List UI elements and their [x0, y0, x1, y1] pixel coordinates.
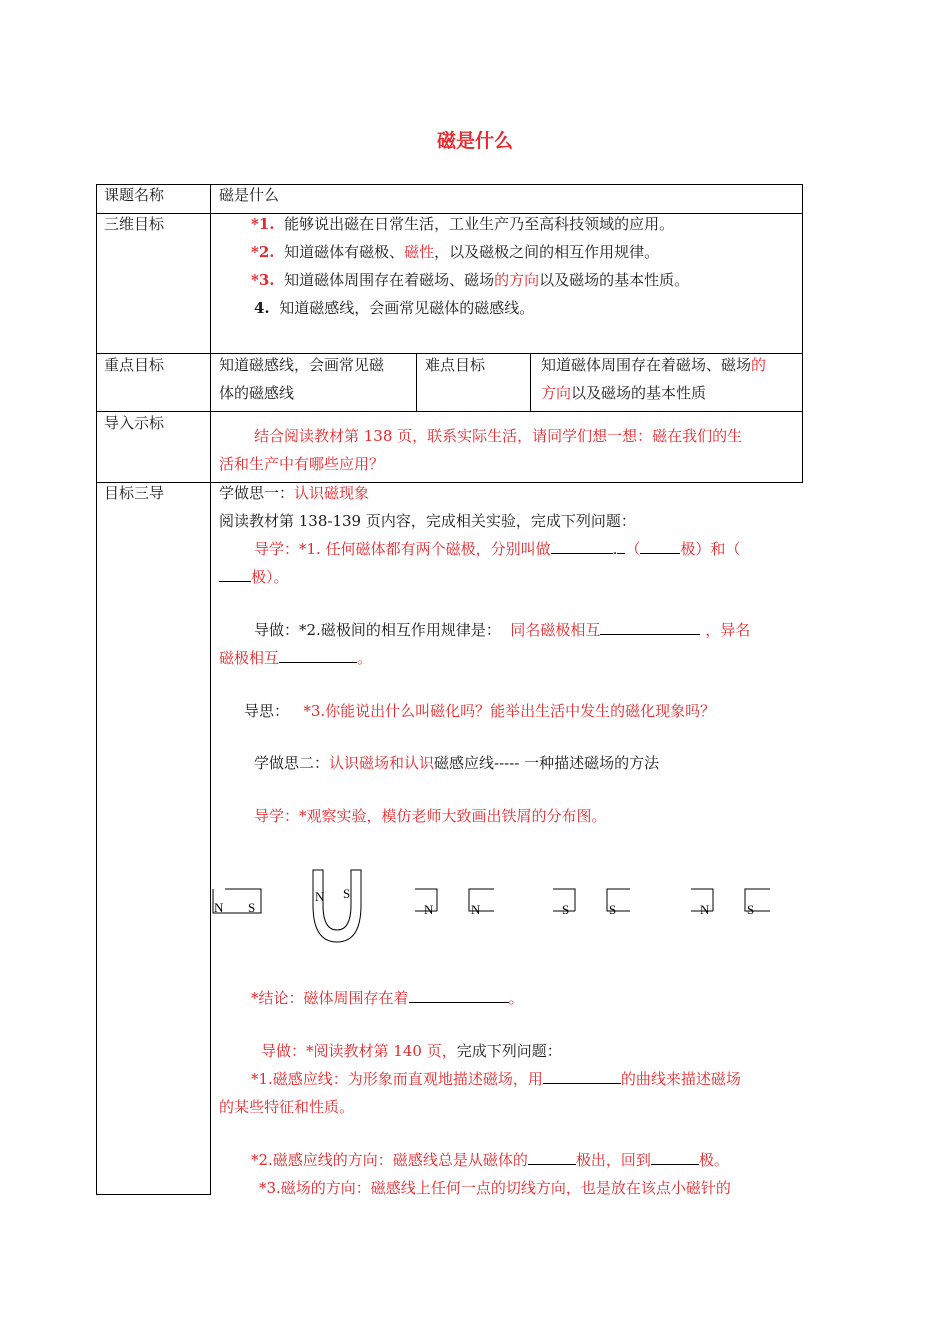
goal-4: 4. 知道磁感线，会画常见磁体的磁感线。: [254, 299, 535, 317]
goal-2: *2. 知道磁体有磁极、磁性，以及磁极之间的相互作用规律。: [251, 243, 660, 261]
key-value-line-2: 体的磁感线: [219, 384, 295, 402]
section-2-heading: 学做思二：认识磁场和认识磁感应线----- 一种描述磁场的方法: [254, 754, 660, 772]
topic-label: 课题名称: [104, 186, 165, 204]
observation-task: 导学：*观察实验，模仿老师大致画出铁屑的分布图。: [254, 807, 607, 825]
point-3: *3.磁场的方向：磁感线上任何一点的切线方向，也是放在该点小磁针的: [259, 1179, 731, 1197]
pole-label: N: [315, 889, 325, 904]
point-1-line-2: 的某些特征和性质。: [219, 1098, 355, 1116]
goals-label: 三维目标: [104, 215, 165, 233]
document-title: 磁是什么: [436, 130, 513, 152]
goal-1: *1. 能够说出磁在日常生活，工业生产乃至高科技领域的应用。: [251, 215, 675, 233]
question-2-line-2: 磁极相互 。: [219, 649, 373, 667]
pole-label: N: [700, 902, 710, 917]
hard-label: 难点目标: [425, 356, 486, 374]
section-1-reading: 阅读教材第 138-139 页内容，完成相关实验，完成下列问题：: [219, 512, 636, 530]
pole-label: S: [248, 900, 256, 915]
read-140-instruction: 导做：*阅读教材第 140 页，完成下列问题：: [261, 1042, 562, 1060]
intro-line-2: 活和生产中有哪些应用？: [219, 455, 385, 473]
point-1-line-1: *1.磁感应线：为形象而直观地描述磁场，用 的曲线来描述磁场: [251, 1070, 741, 1088]
topic-value: 磁是什么: [219, 186, 280, 204]
point-2: *2.磁感应线的方向：磁感线总是从磁体的 极出，回到 极。: [251, 1151, 729, 1169]
pole-label: S: [343, 886, 351, 901]
magnet-sketches: [205, 860, 795, 950]
pole-label: S: [747, 902, 755, 917]
key-value-line-1: 知道磁感线，会画常见磁: [219, 356, 385, 374]
pole-label: N: [471, 902, 481, 917]
guide-label: 目标三导: [104, 484, 165, 502]
pole-label: N: [424, 902, 434, 917]
question-2-line-1: 导做：*2.磁极间的相互作用规律是： 同名磁极相互 ，异名: [254, 621, 751, 639]
goal-3: *3. 知道磁体周围存在着磁场、磁场的方向以及磁场的基本性质。: [251, 271, 690, 289]
key-label: 重点目标: [104, 356, 165, 374]
question-1-line-1: 导学：*1. 任何磁体都有两个磁极，分别叫做 . （ 极）和（: [254, 540, 741, 558]
section-1-heading: 学做思一：认识磁现象: [219, 484, 370, 502]
conclusion: *结论：磁体周围存在着 。: [251, 989, 524, 1007]
pole-label: S: [562, 902, 570, 917]
hard-value-line-1: 知道磁体周围存在着磁场、磁场的: [541, 356, 767, 374]
intro-line-1: 结合阅读教材第 138 页，联系实际生活，请同学们想一想：磁在我们的生: [254, 427, 743, 445]
u-magnet: [313, 870, 361, 942]
question-3: 导思： *3.你能说出什么叫磁化吗？能举出生活中发生的磁化现象吗？: [244, 702, 716, 720]
intro-label: 导入示标: [104, 414, 165, 432]
hard-value-line-2: 方向以及磁场的基本性质: [541, 384, 707, 402]
pole-label: S: [609, 902, 617, 917]
pole-label: N: [214, 900, 224, 915]
question-1-line-2: 极）。: [219, 563, 289, 591]
